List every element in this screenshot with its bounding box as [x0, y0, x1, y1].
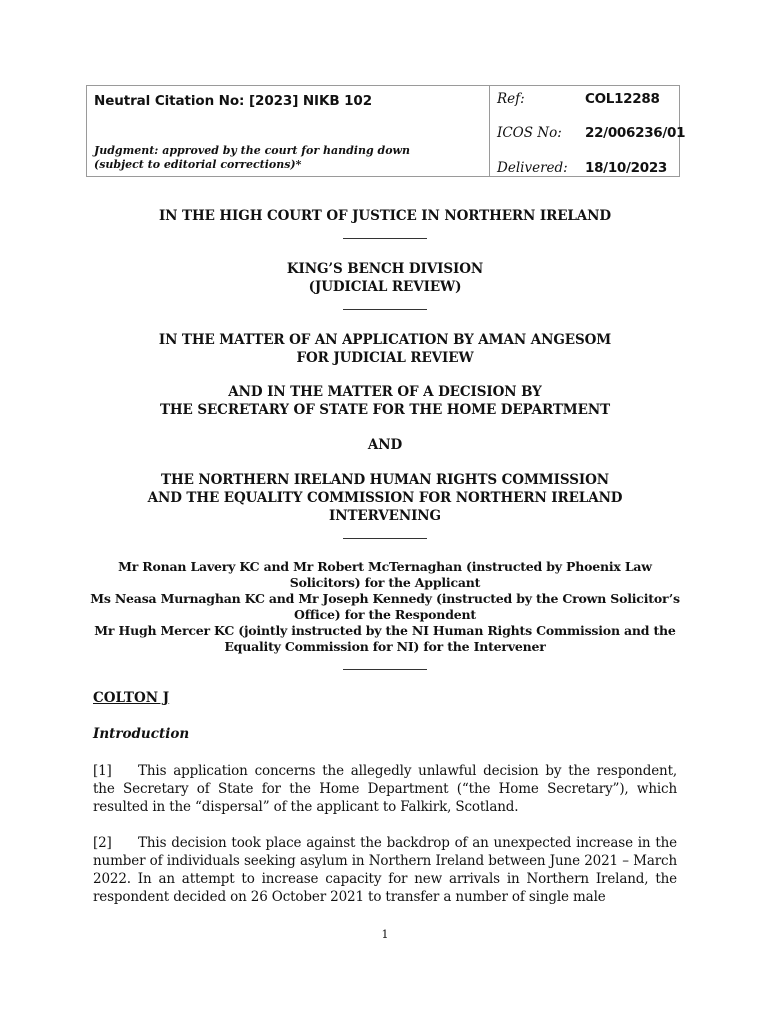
counsel-respondent-line1: Ms Neasa Murnaghan KC and Mr Joseph Kennedy (instructed by the Crown Solicitor’s [90, 591, 680, 606]
division-heading: KING’S BENCH DIVISION [286, 261, 484, 277]
paragraph [93, 834, 677, 906]
separator-rule [343, 669, 427, 670]
citation-box-divider [489, 86, 490, 176]
paragraph-number: [2] [93, 835, 112, 851]
delivered-label: Delivered: [497, 160, 568, 176]
separator-rule [343, 309, 427, 310]
citation-box [86, 85, 686, 177]
icos-label: ICOS No: [497, 125, 562, 141]
icos-value: 22/006236/01 [585, 125, 686, 141]
judge-name: COLTON J [93, 690, 170, 706]
counsel-applicant-line1: Mr Ronan Lavery KC and Mr Robert McTernaghan (instructed by Phoenix Law [118, 559, 652, 574]
interveners-line2: AND THE EQUALITY COMMISSION FOR NORTHERN IRELAND [147, 490, 623, 506]
matter-decision-line2: THE SECRETARY OF STATE FOR THE HOME DEPARTMENT [159, 402, 611, 418]
and-heading: AND [367, 437, 403, 453]
counsel-respondent-line2: Office) for the Respondent [294, 607, 476, 622]
division-subheading: (JUDICIAL REVIEW) [308, 279, 462, 295]
separator-rule [343, 538, 427, 539]
interveners-line1: THE NORTHERN IRELAND HUMAN RIGHTS COMMISSION [161, 472, 609, 488]
counsel-applicant-line2: Solicitors) for the Applicant [289, 575, 481, 590]
page-number: 1 [381, 928, 389, 941]
counsel-intervener-line1: Mr Hugh Mercer KC (jointly instructed by the NI Human Rights Commission and the [94, 623, 676, 638]
paragraph [93, 762, 677, 816]
separator-rule [343, 238, 427, 239]
matter-application-line1: IN THE MATTER OF AN APPLICATION BY AMAN ANGESOM [158, 332, 612, 348]
counsel-intervener-line2: Equality Commission for NI) for the Intervener [224, 639, 546, 654]
interveners-line3: INTERVENING [329, 508, 441, 524]
judgment-approval-note: Judgment: approved by the court for handing down (subject to editorial corrections)* [94, 144, 411, 171]
paragraph-number: [1] [93, 763, 112, 779]
section-heading: Introduction [93, 726, 190, 742]
matter-decision-line1: AND IN THE MATTER OF A DECISION BY [228, 384, 542, 400]
neutral-citation: Neutral Citation No: [2023] NIKB 102 [94, 93, 373, 109]
ref-label: Ref: [497, 91, 525, 107]
matter-application-line2: FOR JUDICIAL REVIEW [296, 350, 474, 366]
ref-value: COL12288 [585, 91, 660, 107]
paragraph-text: This application concerns the allegedly unlawful decision by the respondent, the Secretary of State for the Home Department (“the Home Secretary”), which resulted in the “dispersal” of the applicant to Falkirk, Scotland. [93, 763, 677, 815]
paragraph-text: This decision took place against the backdrop of an unexpected increase in the number of individuals seeking asylum in Northern Ireland between June 2021 – March 2022. In an attempt to increase capacity for new arrivals in Northern Ireland, the respondent decided on 26 October 2021 to transfer a number of single male [93, 835, 677, 905]
delivered-value: 18/10/2023 [585, 160, 668, 176]
court-heading: IN THE HIGH COURT OF JUSTICE IN NORTHERN IRELAND [158, 208, 612, 224]
